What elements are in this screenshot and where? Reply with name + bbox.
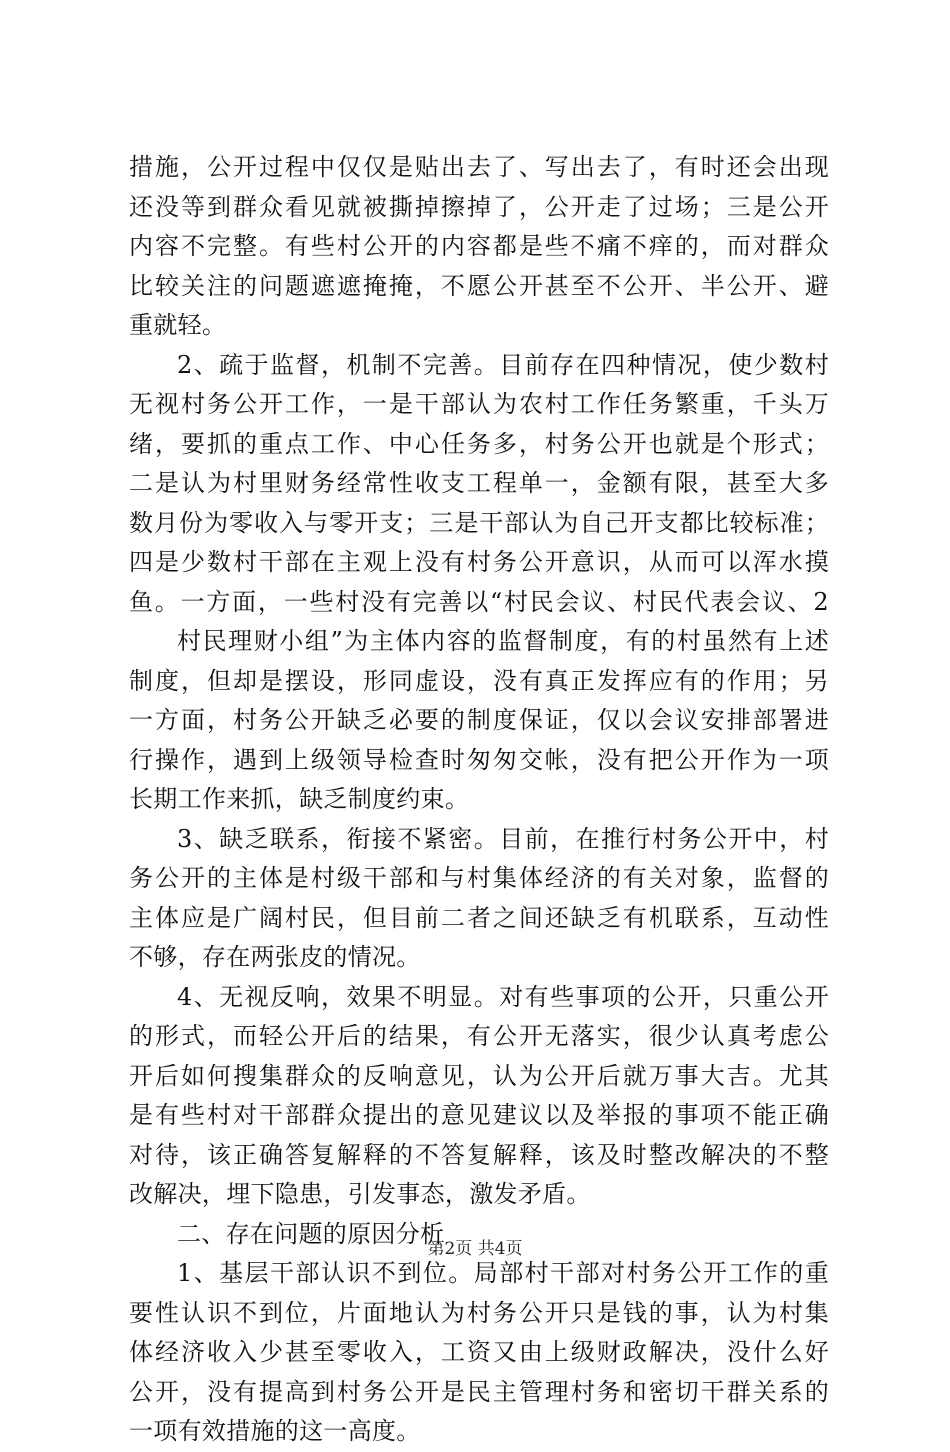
text-line: 还没等到群众看见就被撕掉擦掉了，公开走了过场；三是公开	[129, 192, 829, 221]
text-line: 体经济收入少甚至零收入，工资又由上级财政解决，没什么好	[129, 1338, 829, 1366]
text-line: 不够，存在两张皮的情况。	[129, 943, 421, 971]
text-line: 措施，公开过程中仅仅是贴出去了、写出去了，有时还会出现	[129, 153, 829, 181]
text-line: 无视村务公开工作，一是干部认为农村工作任务繁重，千头万	[129, 390, 829, 418]
text-line: 数月份为零收入与零开支；三是干部认为自己开支都比较标准；	[129, 508, 829, 537]
text-line: 四是少数村干部在主观上没有村务公开意识，从而可以浑水摸	[129, 548, 829, 576]
text-line: 2、疏于监督，机制不完善。目前存在四种情况，使少数村	[177, 350, 829, 379]
text-line: 鱼。一方面，一些村没有完善以“村民会议、村民代表会议、2	[129, 587, 829, 616]
page-footer: 第2页 共4页	[427, 1239, 523, 1259]
text-line: 4、无视反响，效果不明显。对有些事项的公开，只重公开	[177, 982, 829, 1011]
text-line: 是有些村对干部群众提出的意见建议以及举报的事项不能正确	[129, 1101, 829, 1129]
text-line: 一方面，村务公开缺乏必要的制度保证，仅以会议安排部署进	[129, 706, 829, 734]
text-line: 村民理财小组”为主体内容的监督制度，有的村虽然有上述	[177, 627, 829, 655]
text-line: 行操作，遇到上级领导检查时匆匆交帐，没有把公开作为一项	[129, 745, 829, 774]
text-line: 二是认为村里财务经常性收支工程单一，金额有限，甚至大多	[129, 469, 829, 497]
text-line: 内容不完整。有些村公开的内容都是些不痛不痒的，而对群众	[129, 232, 829, 260]
text-line: 3、缺乏联系，衔接不紧密。目前，在推行村务公开中，村	[177, 824, 829, 853]
text-line: 长期工作来抓，缺乏制度约束。	[129, 785, 470, 813]
text-line: 公开，没有提高到村务公开是民主管理村务和密切干群关系的	[129, 1377, 829, 1406]
text-line: 1、基层干部认识不到位。局部村干部对村务公开工作的重	[177, 1259, 829, 1287]
text-line: 绪，要抓的重点工作、中心任务多，村务公开也就是个形式；	[129, 429, 829, 458]
text-line: 主体应是广阔村民，但目前二者之间还缺乏有机联系，互动性	[129, 903, 829, 932]
text-line: 开后如何搜集群众的反响意见，认为公开后就万事大吉。尤其	[129, 1061, 829, 1090]
text-line: 比较关注的问题遮遮掩掩，不愿公开甚至不公开、半公开、避	[129, 271, 829, 300]
text-line: 务公开的主体是村级干部和与村集体经济的有关对象，监督的	[129, 864, 829, 892]
text-line: 一项有效措施的这一高度。	[129, 1417, 421, 1445]
text-line: 的形式，而轻公开后的结果，有公开无落实，很少认真考虑公	[129, 1022, 829, 1050]
text-line: 重就轻。	[129, 311, 227, 339]
text-line: 要性认识不到位，片面地认为村务公开只是钱的事，认为村集	[129, 1298, 829, 1327]
text-line: 对待，该正确答复解释的不答复解释，该及时整改解决的不整	[129, 1140, 829, 1169]
text-line: 二、存在问题的原因分析	[177, 1219, 445, 1248]
text-line: 制度，但却是摆设，形同虚设，没有真正发挥应有的作用；另	[129, 666, 829, 695]
text-line: 改解决，埋下隐患，引发事态，激发矛盾。	[129, 1180, 591, 1208]
